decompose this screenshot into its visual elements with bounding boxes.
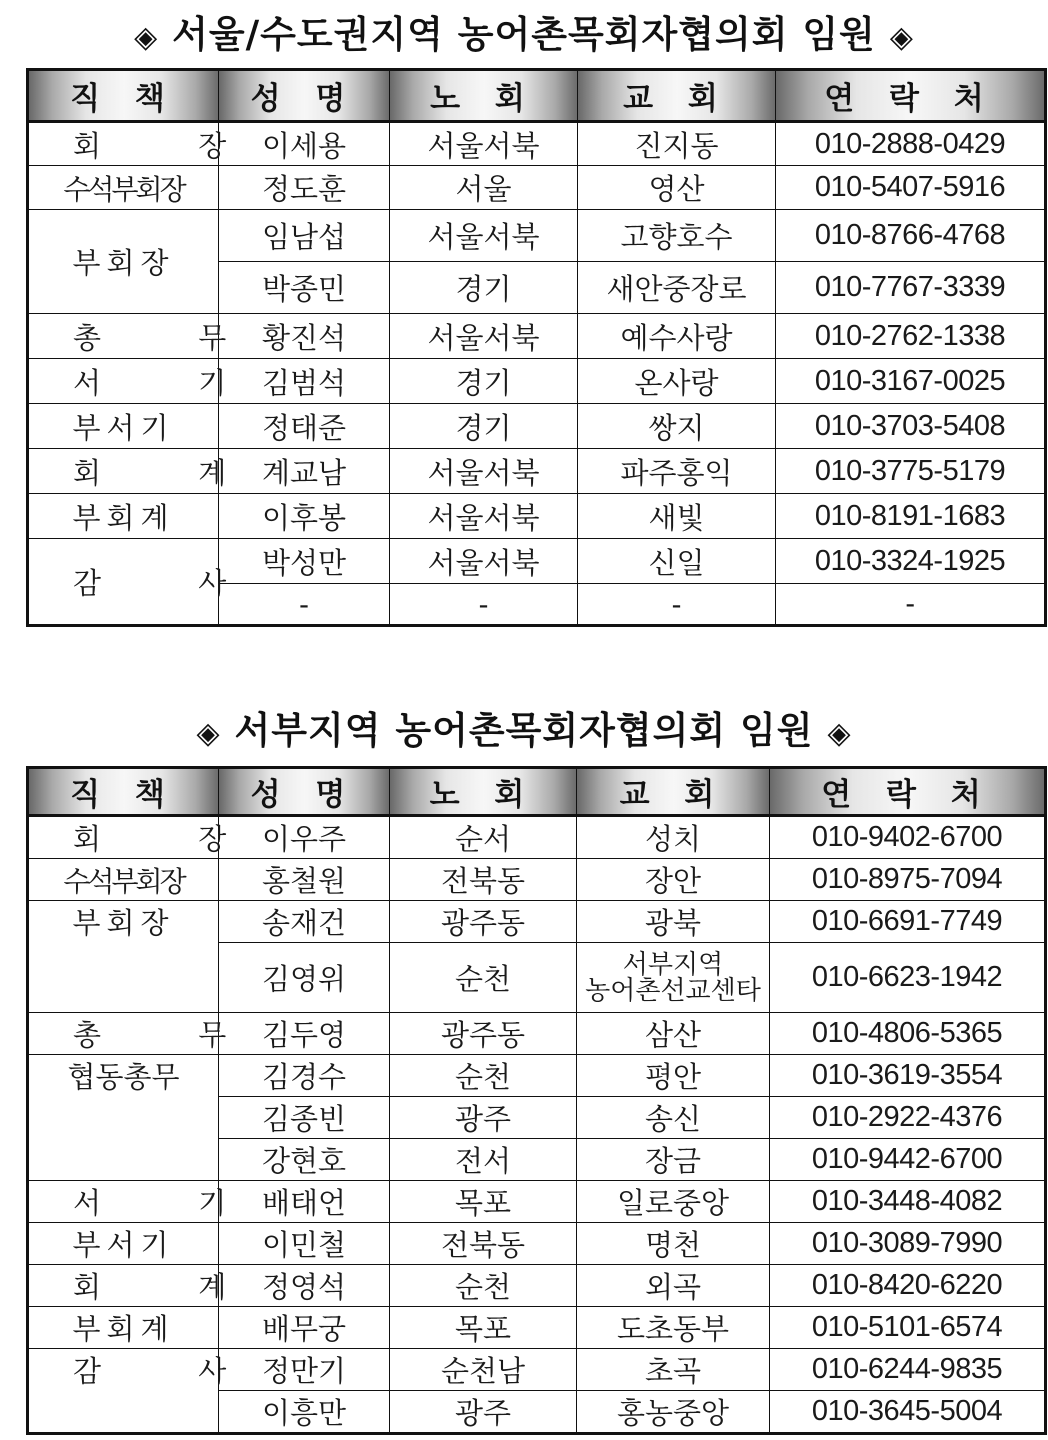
name-cell: - [219, 584, 390, 626]
table-row [28, 901, 1046, 943]
church-cell: 새안중장로 [578, 262, 776, 314]
church-cell: 장금 [577, 1139, 770, 1181]
name-cell: 이우주 [219, 816, 390, 859]
church-cell: 파주홍익 [578, 449, 776, 494]
diamond-icon: ◈ [196, 716, 221, 751]
header-church: 교 회 [577, 768, 770, 816]
name-cell: 배무궁 [219, 1307, 390, 1349]
position-cell: 감 사 [28, 539, 219, 626]
presbytery-cell: 전북동 [390, 1223, 577, 1265]
position-cell: 부회장 [28, 901, 219, 1013]
phone-cell: 010-2762-1338 [776, 314, 1046, 359]
diamond-icon: ◈ [134, 20, 159, 55]
position-cell: 수석부회장 [28, 166, 219, 210]
header-presbytery: 노 회 [390, 768, 577, 816]
phone-cell: 010-8191-1683 [776, 494, 1046, 539]
table-row [28, 210, 1046, 262]
phone-cell: 010-9442-6700 [770, 1139, 1046, 1181]
presbytery-cell: 전북동 [390, 859, 577, 901]
church-cell: 초곡 [577, 1349, 770, 1391]
presbytery-cell: 서울서북 [390, 494, 578, 539]
phone-cell: 010-7767-3339 [776, 262, 1046, 314]
phone-cell: - [776, 584, 1046, 626]
name-cell: 정영석 [219, 1265, 390, 1307]
phone-cell: 010-6691-7749 [770, 901, 1046, 943]
presbytery-cell: 경기 [390, 262, 578, 314]
church-cell: 새빛 [578, 494, 776, 539]
header-position: 직 책 [28, 768, 219, 816]
name-cell: 김범석 [219, 359, 390, 404]
table-row [28, 859, 1046, 901]
position-cell: 감 사 [28, 1349, 219, 1434]
presbytery-cell: 목포 [390, 1181, 577, 1223]
name-cell: 이후봉 [219, 494, 390, 539]
presbytery-cell: 서울서북 [390, 122, 578, 166]
church-cell: 평안 [577, 1055, 770, 1097]
presbytery-cell: 목포 [390, 1307, 577, 1349]
name-cell: 정도훈 [219, 166, 390, 210]
phone-cell: 010-6244-9835 [770, 1349, 1046, 1391]
church-cell: 명천 [577, 1223, 770, 1265]
header-name: 성 명 [219, 70, 390, 122]
name-cell: 이민철 [219, 1223, 390, 1265]
table-row [28, 816, 1046, 859]
phone-cell: 010-3619-3554 [770, 1055, 1046, 1097]
table-row [28, 1349, 1046, 1391]
church-cell: 진지동 [578, 122, 776, 166]
position-cell: 회 계 [28, 449, 219, 494]
section2-table [26, 766, 1047, 1435]
header-contact: 연 락 처 [776, 70, 1046, 122]
header-row [28, 70, 1046, 122]
section1-title [0, 4, 1048, 58]
position-cell: 부서기 [28, 1223, 219, 1265]
church-cell: 영산 [578, 166, 776, 210]
name-cell: 정태준 [219, 404, 390, 449]
name-cell: 임남섭 [219, 210, 390, 262]
position-cell: 부서기 [28, 404, 219, 449]
presbytery-cell: 순천 [390, 1055, 577, 1097]
table-row [28, 494, 1046, 539]
name-cell: 김두영 [219, 1013, 390, 1055]
header-church: 교 회 [578, 70, 776, 122]
table-row [28, 1055, 1046, 1097]
church-cell: 쌍지 [578, 404, 776, 449]
presbytery-cell: 전서 [390, 1139, 577, 1181]
church-cell: 송신 [577, 1097, 770, 1139]
presbytery-cell: 광주 [390, 1097, 577, 1139]
table-row [28, 1223, 1046, 1265]
position-cell: 서 기 [28, 359, 219, 404]
position-cell: 수석부회장 [28, 859, 219, 901]
presbytery-cell: 서울서북 [390, 314, 578, 359]
position-cell: 총 무 [28, 314, 219, 359]
phone-cell: 010-3448-4082 [770, 1181, 1046, 1223]
diamond-icon: ◈ [827, 716, 852, 751]
phone-cell: 010-3775-5179 [776, 449, 1046, 494]
presbytery-cell: 서울 [390, 166, 578, 210]
name-cell: 김영위 [219, 943, 390, 1013]
table-row [28, 1181, 1046, 1223]
section2-title [0, 700, 1048, 754]
table-row [28, 404, 1046, 449]
name-cell: 이세용 [219, 122, 390, 166]
name-cell: 송재건 [219, 901, 390, 943]
name-cell: 계교남 [219, 449, 390, 494]
header-contact: 연 락 처 [770, 768, 1046, 816]
position-cell: 협동총무 [28, 1055, 219, 1181]
church-cell: 예수사랑 [578, 314, 776, 359]
phone-cell: 010-5407-5916 [776, 166, 1046, 210]
presbytery-cell: 서울서북 [390, 449, 578, 494]
position-cell: 서 기 [28, 1181, 219, 1223]
name-cell: 정만기 [219, 1349, 390, 1391]
header-presbytery: 노 회 [390, 70, 578, 122]
position-cell: 총 무 [28, 1013, 219, 1055]
table-row [28, 314, 1046, 359]
position-cell: 회 장 [28, 816, 219, 859]
name-cell: 강현호 [219, 1139, 390, 1181]
phone-cell: 010-2922-4376 [770, 1097, 1046, 1139]
position-cell: 부회계 [28, 1307, 219, 1349]
phone-cell: 010-5101-6574 [770, 1307, 1046, 1349]
church-cell: 장안 [577, 859, 770, 901]
church-cell: 도초동부 [577, 1307, 770, 1349]
presbytery-cell: 순천 [390, 1265, 577, 1307]
table-row [28, 1265, 1046, 1307]
church-cell: - [578, 584, 776, 626]
phone-cell: 010-8766-4768 [776, 210, 1046, 262]
presbytery-cell: 순서 [390, 816, 577, 859]
church-cell: 삼산 [577, 1013, 770, 1055]
phone-cell: 010-3167-0025 [776, 359, 1046, 404]
phone-cell: 010-3645-5004 [770, 1391, 1046, 1434]
name-cell: 배태언 [219, 1181, 390, 1223]
phone-cell: 010-8420-6220 [770, 1265, 1046, 1307]
church-cell: 온사랑 [578, 359, 776, 404]
position-cell: 회 장 [28, 122, 219, 166]
phone-cell: 010-6623-1942 [770, 943, 1046, 1013]
table-row [28, 166, 1046, 210]
phone-cell: 010-8975-7094 [770, 859, 1046, 901]
header-row [28, 768, 1046, 816]
name-cell: 김종빈 [219, 1097, 390, 1139]
phone-cell: 010-3324-1925 [776, 539, 1046, 584]
phone-cell: 010-4806-5365 [770, 1013, 1046, 1055]
phone-cell: 010-3703-5408 [776, 404, 1046, 449]
presbytery-cell: 광주 [390, 1391, 577, 1434]
presbytery-cell: 서울서북 [390, 210, 578, 262]
church-line: 서부지역 [622, 949, 724, 980]
name-cell: 이흥만 [219, 1391, 390, 1434]
phone-cell: 010-2888-0429 [776, 122, 1046, 166]
table-row [28, 359, 1046, 404]
church-cell: 성치 [577, 816, 770, 859]
position-cell: 회 계 [28, 1265, 219, 1307]
section1-table [26, 68, 1047, 627]
section1-title-text: 서울/수도권지역 농어촌목회자협의회 임원 [172, 13, 876, 56]
church-cell: 신일 [578, 539, 776, 584]
header-name: 성 명 [219, 768, 390, 816]
phone-cell: 010-3089-7990 [770, 1223, 1046, 1265]
phone-cell: 010-9402-6700 [770, 816, 1046, 859]
presbytery-cell: 경기 [390, 359, 578, 404]
presbytery-cell: 서울서북 [390, 539, 578, 584]
presbytery-cell: 경기 [390, 404, 578, 449]
church-cell [577, 943, 770, 1013]
church-cell: 일로중앙 [577, 1181, 770, 1223]
presbytery-cell: 순천 [390, 943, 577, 1013]
table-row [28, 539, 1046, 584]
church-cell: 외곡 [577, 1265, 770, 1307]
table-row [28, 449, 1046, 494]
name-cell: 황진석 [219, 314, 390, 359]
table-row [28, 1307, 1046, 1349]
table-row [28, 1013, 1046, 1055]
name-cell: 박종민 [219, 262, 390, 314]
presbytery-cell: - [390, 584, 578, 626]
church-line: 농어촌선교센타 [585, 975, 761, 1006]
church-cell: 광북 [577, 901, 770, 943]
presbytery-cell: 광주동 [390, 1013, 577, 1055]
table-row [28, 122, 1046, 166]
name-cell: 김경수 [219, 1055, 390, 1097]
church-cell: 홍농중앙 [577, 1391, 770, 1434]
diamond-icon: ◈ [889, 20, 914, 55]
header-position: 직 책 [28, 70, 219, 122]
presbytery-cell: 광주동 [390, 901, 577, 943]
name-cell: 박성만 [219, 539, 390, 584]
section2-title-text: 서부지역 농어촌목회자협의회 임원 [234, 709, 814, 752]
position-cell: 부회장 [28, 210, 219, 314]
position-cell: 부회계 [28, 494, 219, 539]
presbytery-cell: 순천남 [390, 1349, 577, 1391]
church-cell: 고향호수 [578, 210, 776, 262]
name-cell: 홍철원 [219, 859, 390, 901]
